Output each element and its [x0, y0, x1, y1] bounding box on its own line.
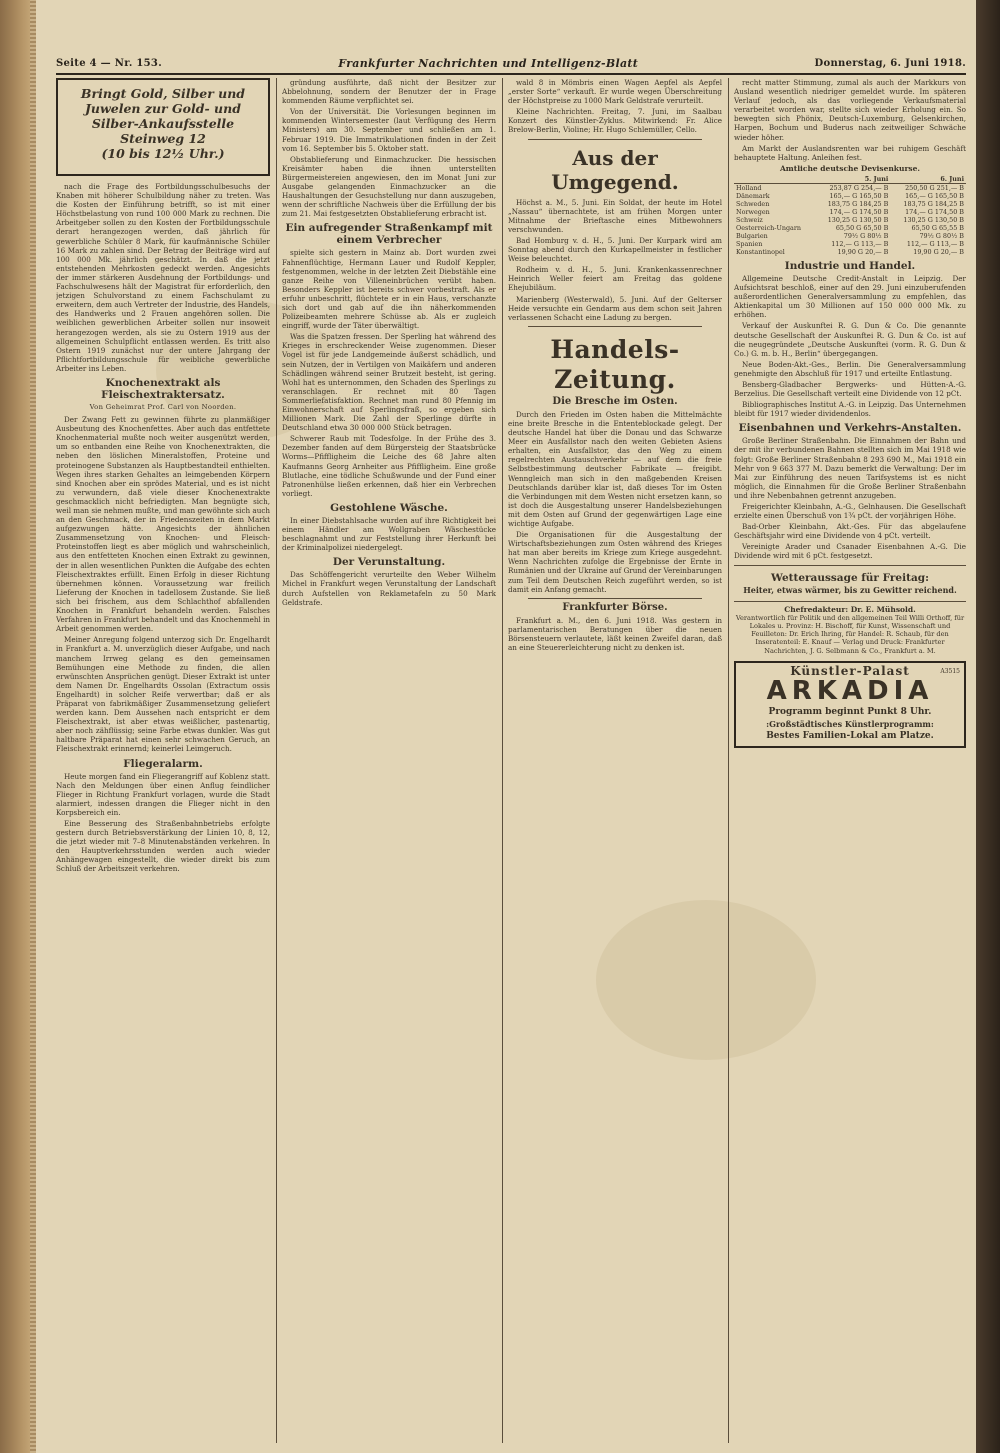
column-2: [282, 78, 496, 1443]
table-cell: 65,50 G 65,55 B: [911, 223, 964, 232]
table-cell: Konstantinopel: [736, 247, 785, 256]
table-row: [734, 208, 966, 216]
table-cell: Bulgarien: [736, 231, 768, 240]
article-subheading: Die Bresche im Osten.: [552, 395, 678, 407]
exchange-rates-table: [734, 175, 966, 256]
table-cell: Holland: [736, 183, 762, 192]
article-text: Durch den Frieden im Osten haben die Mittelmächte eine breite Bresche in die Ententeblockade gelegt. Der deutsche Handel hat über die Donau und das Schwarze Meer ein Ausfallstor nach den weiten Gebieten Asiens erhalten, ein Ausfallstor, das den Weg zu einem regelrechten Austauschverkehr — auf dem die freie Selbstbestimmung deutscher Fabrikate — freigibt. Wenngleich man sich in den maßgebenden Kreisen Deutschlands darüber klar ist, daß dieses Tor im Osten die Verbindungen mit dem Westen nicht ersetzen kann, so ist doch die Ausgestaltung unserer Handelsbeziehungen mit dem Osten auf Grund der gegenwärtigen Lage eine wichtige Aufgabe.: [508, 409, 722, 528]
table-cell: 165,— G 165,50 B: [905, 191, 964, 200]
table-cell: Spanien: [736, 239, 763, 248]
article-text: Kleine Nachrichten. Freitag, 7. Juni, im Saalbau Konzert des Künstler-Zyklus. Mitwirkend: Fr. Alice Brelow-Berlin, Violine; Hr. Hugo Schlemüller, Cello.: [508, 107, 722, 135]
table-row: [734, 183, 966, 192]
ad-venue-type: Künstler-Palast: [790, 663, 910, 678]
column-rule: [502, 78, 503, 1443]
ad-line: Juwelen zur Gold- und: [85, 101, 241, 116]
imprint: [734, 606, 966, 655]
table-cell: Norwegen: [736, 207, 770, 216]
table-cell: 165,— G 165,50 B: [829, 191, 889, 200]
article-text: gründung ausführte, daß nicht der Besitzer zur Abbelohnung, sondern der Benutzer der in Frage kommenden Räume verpflichtet sei.: [282, 78, 496, 106]
article-text: Höchst a. M., 5. Juni. Ein Soldat, der heute im Hotel „Nassau“ übernachtete, ist am frühen Morgen unter Mitnahme der Brieftasche eines Mitbewohners verschwunden.: [508, 197, 722, 234]
rates-body: [734, 183, 966, 256]
article-text: Meiner Anregung folgend unterzog sich Dr. Engelhardt in Frankfurt a. M. unverzüglich dieser Aufgabe, und nach manchem Irrweg gelang es den gemeinsamen Bemühungen eine Methode zu finden, die allen erwünschten Ansprüchen genügt. Dieser Extrakt ist unter dem Namen Dr. Engelhardts Ossolan (Extractum ossis Engelhardt) in solcher Reife verwertbar; daß er als Präparat von fabrikmäßiger Zusammensetzung geliefert werden kann. Dem Aussehen nach entspricht er dem Fleischextrakt, ist aber etwas weißlicher, pastenartig, aber noch zähflüssig; seine Farbe etwas dunkler. Was gut haltbare Präparat hat einen sehr schwachen Geruch, an Fleischextrakt erinnernd; keinerlei Leimgeruch.: [56, 635, 270, 754]
ad-line: Bestes Familien-Lokal am Platze.: [766, 730, 934, 741]
article-text: Obstablieferung und Einmachzucker. Die hessischen Kreisämter haben die ihnen unterstellten Bürgermeistereien angewiesen, den im Monat Juni zur Ausgabe gelangenden Einmachzucker an die Haushaltungen der Gesuchstellung nur dann auszugeben, wenn der schriftliche Nachweis über die Erfüllung der bis zum 21. Mai festgesetzten Obstablieferung erbracht ist.: [282, 154, 496, 219]
arkadia-ad: [734, 661, 966, 748]
table-row: [734, 192, 966, 200]
table-cell: Schweiz: [736, 215, 763, 224]
table-row: [734, 224, 966, 232]
weather-text: Heiter, etwas wärmer, bis zu Gewitter reichend.: [743, 584, 957, 595]
ad-line: Bringt Gold, Silber und: [80, 86, 246, 101]
article-heading: Der Verunstaltung.: [332, 556, 446, 569]
table-header-row: [734, 175, 966, 184]
ad-code: A3515: [940, 667, 960, 675]
ad-venue-name: ARKADIA: [766, 675, 934, 706]
article-text: Bensberg-Gladbacher Bergwerks- und Hütten-A.-G. Berzelius. Die Gesellschaft verteilt eine Dividende von 12 pCt.: [734, 379, 966, 399]
table-row: [734, 248, 966, 256]
masthead: [56, 54, 966, 72]
article-heading: Knochenextrakt als Fleischextraktersatz.: [101, 376, 225, 401]
article-text: nach die Frage des Fortbildungsschulbesuchs der Knaben mit höherer Schulbildung näher zu treten. Was die Kosten der Einführung betrifft, so ist mit einer Höchstbelastung von rund 100 000 Mark zu rechnen. Die Arbeitgeber sollen zu den Kosten der Fortbildungsschule derart herangezogen werden, daß jährlich für gewerbliche Schüler 8 Mark, für kaufmännische Schüler 16 Mark zu zahlen sind. Der Betrag der Beiträge wird auf 100 000 Mk. jährlich geschätzt. In daß die jetzt entstehenden Mehrkosten gedeckt werden. Angesichts der immer stärkeren Ausdehnung der Fortbildungs- und Fachschulwesens hält der Magistrat für erforderlich, den jetzigen Schulvorstand zu einem Fachschulamt zu erweitern, dem auch Vertreter der Industrie, des Handels, des Handwerks und 2 Frauen angehören sollen. Die weiblichen gewerblichen Arbeiter sollen nur insoweit herangezogen werden, als sie zu Ostern 1919 aus der allgemeinen Schulpflicht entlassen werden. Es tritt also Ostern 1919 zunächst nur der untere Jahrgang der Pflichtfortbildungsschule für weibliche gewerbliche Arbeiter ins Leben.: [56, 182, 270, 373]
table-cell: Oesterreich-Ungarn: [736, 223, 802, 232]
newspaper-title: Frankfurter Nachrichten und Intelligenz-Blatt: [338, 56, 639, 70]
article-heading: Ein aufregender Straßenkampf mit einem Verbrecher: [285, 222, 493, 247]
article-text: Marienberg (Westerwald), 5. Juni. Auf der Gelterser Heide versuchte ein Gendarm aus dem schon seit Jahren verlassenen Schacht eine Ladung zu bergen.: [508, 294, 722, 322]
table-cell: 65,50 G 65,50 B: [835, 223, 889, 232]
article-text: Allgemeine Deutsche Credit-Anstalt in Leipzig. Der Aufsichtsrat beschloß, einer auf den 29. Juni einzuberufenden außerordentlichen Generalversammlung zu empfehlen, das Aktienkapital um 30 Millionen auf 150 000 000 Mk. zu erhöhen.: [734, 273, 966, 320]
imprint-text: Verantwortlich für Politik und den allgemeinen Teil Willi Orthoff, für Lokales u. Provinz: H. Bischoff, für Kunst, Wissenschaft und Feuilleton: Dr. Erich Ihring, für Handel: R. Schaub, für den Inseratenteil: E. Knauf — Verlag und Druck: Frankfurter Nachrichten, J. G. Selbmann & Co., Frankfurt a. M.: [735, 613, 965, 655]
column-rule: [276, 78, 277, 1443]
masthead-rule: [56, 73, 966, 75]
ad-line: :Großstädtisches Künstlerprogramm:: [766, 718, 934, 729]
article-text: Schwerer Raub mit Todesfolge. In der Frühe des 3. Dezember fanden auf dem Bürgersteig der Staatsbrücke Worms—Pfiffligheim die Leiche des 68 Jahre alten Kaufmanns Georg Arnheiter aus Pfiffligheim. Eine große Blutlache, eine tödliche Schußwunde und der Fund einer Patronenhülse ließen erkennen, daß hier ein Verbrechen vorliegt.: [282, 434, 496, 498]
article-byline: Von Geheimrat Prof. Carl von Noorden.: [89, 402, 237, 411]
gold-ankauf-ad: [56, 78, 270, 176]
article-text: Was die Spatzen fressen. Der Sperling hat während des Krieges in erschreckender Weise zugenommen. Dieser Vogel ist für jede Landgemeinde äußerst schädlich, und sein Nutzen, der in Vertilgen von Maikäfern und anderen Schädlingen während seiner Brutzeit besteht, ist gering. Wohl hat es unternommen, den Schaden des Sperlings zu veranschlagen. Er rechnet mit 80 Tagen Sommerliefatisfaktion. Rechnet man rund 80 Pfennig im Einwohnerschaft auf Sperlingsfraß, so ergeben sich Millionen Mark. Die Zahl der Sperlinge dürfte in Deutschland etwa 30 000 000 Stück betragen.: [282, 332, 496, 433]
table-cell: 19,90 G 20,— B: [913, 247, 964, 256]
table-cell: 112,— G 113,— B: [831, 239, 889, 248]
table-cell: 174,— G 174,50 B: [829, 207, 889, 216]
scan-background: [976, 0, 1000, 1453]
column-1: [56, 78, 270, 1443]
newspaper-page: [36, 0, 976, 1453]
column-header: 6. Juni: [890, 175, 966, 184]
article-heading: Fliegeralarm.: [123, 757, 203, 770]
section-heading: Eisenbahnen und Verkehrs-Anstalten.: [738, 422, 962, 435]
table-cell: Schweden: [736, 199, 770, 208]
table-cell: 112,— G 113,— B: [906, 239, 964, 248]
column-header: [734, 175, 815, 184]
table-cell: 174,— G 174,50 B: [905, 207, 964, 216]
article-text: Am Markt der Auslandsrenten war bei ruhigem Geschäft behauptete Haltung. Anleihen fest.: [734, 143, 966, 162]
section-heading: Industrie und Handel.: [784, 259, 916, 272]
weather-title: Wetteraussage für Freitag:: [771, 571, 929, 584]
article-text: Neue Boden-Akt.-Ges., Berlin. Die Generalversammlung genehmigte den Abschluß für 1917 und erteilte Entlastung.: [734, 359, 966, 378]
section-rule: [528, 598, 702, 599]
article-text: Frankfurt a. M., den 6. Juni 1918. Was gestern in parlamentarischen Beratungen über die neuen Börsensteuern verlautete, läßt keinen Zweifel daran, daß an eine Steuererleichterung nicht zu denken ist.: [508, 615, 722, 653]
section-heading: Aus der Umgegend.: [551, 145, 679, 194]
issue-date: Donnerstag, 6. Juni 1918.: [814, 57, 966, 69]
page-number: Seite 4 — Nr. 153.: [56, 57, 162, 69]
column-rule: [728, 78, 729, 1443]
table-row: [734, 232, 966, 240]
table-row: [734, 216, 966, 224]
weather-forecast: [734, 565, 966, 602]
rates-title: Amtliche deutsche Devisenkurse.: [779, 163, 920, 173]
article-text: spielte sich gestern in Mainz ab. Dort wurden zwei Fahnenflüchtige, Hermann Lauer und Rudolf Keppler, festgenommen, welche in der letzten Zeit Diebstähle eine ganze Reihe von Villeneinbrüchen verübt haben. Besonders Keppler ist bereits schwer vorbestraft. Als er erfuhr unbeschritt, flüchtete er in ein Haus, verschanzte sich dort und gab auf die ihn näherkommenden Polizeibeamten mehrere Schüsse ab. Als er zugleich eingriff, wurde der Täter überwältigt.: [282, 248, 496, 331]
article-text: In einer Diebstahlsache wurden auf ihre Richtigkeit bei einem Händler am Wollgraben Wäschestücke beschlagnahmt und zur Feststellung ihrer Herkunft bei der Kriminalpolizei niedergelegt.: [282, 515, 496, 553]
article-text: Heute morgen fand ein Fliegerangriff auf Koblenz statt. Nach den Meldungen über einen Anflug feindlicher Flieger in Richtung Frankfurt vorlagen, wurde die Stadt alarmiert, indessen drangen die Flieger nicht in den Korpsbereich ein.: [56, 771, 270, 817]
table-cell: 19,90 G 20,— B: [837, 247, 889, 256]
article-text: Der Zwang Fett zu gewinnen führte zu planmäßiger Ausbeutung des Knochenfettes. Aber auch das entfettete Knochenmaterial mußte noch weiter ausgenützt werden, um so entbanden eine Reihe von Knochenextrakten, die neben den löslichen Mineralstoffen, Proteine und proteinogene Substanzen als Hauptbestandteil enthielten. Wegen ihres starken Gehaltes an leimgebenden Körpern sind Knochen aber ein sprödes Material, und es ist nicht zu verwundern, daß viele dieser Knochenextrakte geschmacklich nicht befriedigten. Man begnügte sich, weil man sie nehmen mußte, und man gewöhnte sich auch an den Geschmack, der in Friedenszeiten in dem Markt aufgezwungen hätte. Angesichts der ähnlichen Zusammensetzung von Knochen- und Fleisch-Proteinstoffen liegt es aber möglich und wahrscheinlich, aus den entfetteten Knochen einen Extrakt zu gewinnen, der in allen wesentlichen Punkten die Aufgabe des echten Fleischextraktes erfüllt. Einen Erfolg in dieser Richtung übernehmen können. Voraussetzung war freilich Lieferung der Knochen in tadellosem Zustande. Sie ließ sich bei frischem, aus dem Schlachthof abfallenden Knochen in Frankfurt behandeln werden. Falsches Verfahren in Frankfurt behandelt und das Knochenmehl in Arbeit genommen werden.: [56, 415, 270, 634]
table-cell: 79½ G 80½ B: [843, 231, 889, 240]
book-binding: [0, 0, 34, 1453]
article-subheading: Frankfurter Börse.: [562, 601, 668, 613]
table-cell: 130,25 G 130,50 B: [903, 215, 964, 224]
article-heading: Gestohlene Wäsche.: [330, 501, 448, 514]
article-text: Bad-Orber Kleinbahn, Akt.-Ges. Für das abgelaufene Geschäftsjahr wird eine Dividende von 4 pCt. verteilt.: [734, 522, 966, 541]
table-cell: 183,75 G 184,25 B: [903, 199, 964, 208]
article-text: wald 8 in Mömbris einen Wagen Aepfel als Aepfel „erster Sorte“ verkauft. Er wurde wegen Überschreitung der Höchstpreise zu 1000 Mark Geldstrafe verurteilt.: [508, 78, 722, 106]
article-text: Rodheim v. d. H., 5. Juni. Krankenkassenrechner Heinrich Weller feiert am Freitag das goldene Ehejubiläum.: [508, 265, 722, 293]
table-cell: 79½ G 80½ B: [919, 231, 964, 240]
table-row: [734, 200, 966, 208]
article-text: Große Berliner Straßenbahn. Die Einnahmen der Bahn und der mit ihr verbundenen Bahnen stellten sich im Mai 1918 wie folgt: Große Berliner Straßenbahn 8 293 690 M., Mai 1918 ein Mehr von 9 663 377 M. Dazu bemerkt die Verwaltung: Der im Mai zur Einführung des neuen Tarifsystems ist es nicht möglich, die Einnahmen für die Große Berliner Straßenbahn und ihre Nebenbahnen getrennt anzugeben.: [734, 436, 966, 500]
ad-line: Silber-Ankaufsstelle Steinweg 12: [91, 116, 235, 146]
article-text: Freigerichter Kleinbahn, A.-G., Gelnhausen. Die Gesellschaft erzielte einen Überschuß von 1¾ pCt. der vorjährigen Höhe.: [734, 502, 966, 521]
column-3: [508, 78, 722, 1443]
table-cell: Dänemark: [736, 191, 770, 200]
article-text: recht matter Stimmung, zumal als auch der Markkurs von Ausland wesentlich niedriger gemeldet wurde. Im späteren Verlauf jedoch, als das vorliegende Verkaufsmaterial verarbeitet worden war, stellte sich wieder Erholung ein. So bewegten sich Phönix, Deutsch-Luxemburg, Gelsenkirchen, Harpen, Bochum und Buderus nach zeitweiliger Schwäche wieder höher.: [734, 78, 966, 142]
article-text: Die Organisationen für die Ausgestaltung der Wirtschaftsbeziehungen zum Osten während des Krieges hat man aber bereits im Kriege zum Kriege ausgedehnt. Wenn Nachrichten zufolge die Ergebnisse der Ernte in Rumänien und der Ukraine auf Grund der Vereinbarungen zum Teil dem Deutschen Reich zugeführt werden, so ist damit ein Anfang gemacht.: [508, 530, 722, 594]
table-cell: 130,25 G 130,50 B: [827, 215, 889, 224]
article-text: Das Schöffengericht verurteilte den Weber Wilhelm Michel in Frankfurt wegen Verunstaltung der Landschaft durch Aufstellen von Reklametafeln zu 50 Mark Geldstrafe.: [282, 570, 496, 607]
table-row: [734, 240, 966, 248]
chief-editor: Chefredakteur: Dr. E. Mühsold.: [784, 604, 916, 614]
section-rule: [528, 326, 702, 327]
column-header: 5. Juni: [815, 175, 891, 184]
ad-line: (10 bis 12½ Uhr.): [101, 146, 225, 161]
article-text: Bibliographisches Institut A.-G. in Leipzig. Das Unternehmen bleibt für 1917 wieder dividendenlos.: [734, 400, 966, 419]
article-text: Eine Besserung des Straßenbahnbetriebs erfolgte gestern durch Betriebsverstärkung der Linien 10, 8, 12, die jetzt wieder mit 7–8 Minutenabständen verkehren. In den Hauptverkehrsstunden werden auch wieder Anhängewagen eingestellt, die wieder direkt bis zum Schluß der Arbeitszeit verkehren.: [56, 819, 270, 874]
article-text: Von der Universität. Die Vorlesungen beginnen im kommenden Wintersemester (laut Verfügung des Herrn Ministers) am 30. September und schließen am 1. Februar 1919. Die Immatrikulationen finden in der Zeit vom 16. September bis 5. Oktober statt.: [282, 107, 496, 153]
table-cell: 183,75 G 184,25 B: [827, 199, 889, 208]
article-text: Vereinigte Arader und Csanader Eisenbahnen A.-G. Die Dividende wird mit 6 pCt. festgesetzt.: [734, 542, 966, 561]
ad-line: Programm beginnt Punkt 8 Uhr.: [768, 706, 932, 717]
section-heading: Handels-Zeitung.: [550, 334, 680, 394]
table-cell: 253,87 G 254,— B: [829, 183, 889, 192]
table-cell: 250,50 G 251,— B: [905, 183, 964, 192]
article-text: Bad Homburg v. d. H., 5. Juni. Der Kurpark wird am Sonntag abend durch den Kurkapellmeister in festlicher Weise beleuchtet.: [508, 235, 722, 264]
column-4: [734, 78, 966, 1443]
section-rule: [528, 139, 702, 140]
article-text: Verkauf der Auskunftei R. G. Dun & Co. Die genannte deutsche Gesellschaft der Auskunftei R. G. Dun & Co. ist auf die neugegründete „Deutsche Auskunftei (vorm. R. G. Dun & Co.) G. m. b. H., Berlin“ übergegangen.: [734, 321, 966, 358]
